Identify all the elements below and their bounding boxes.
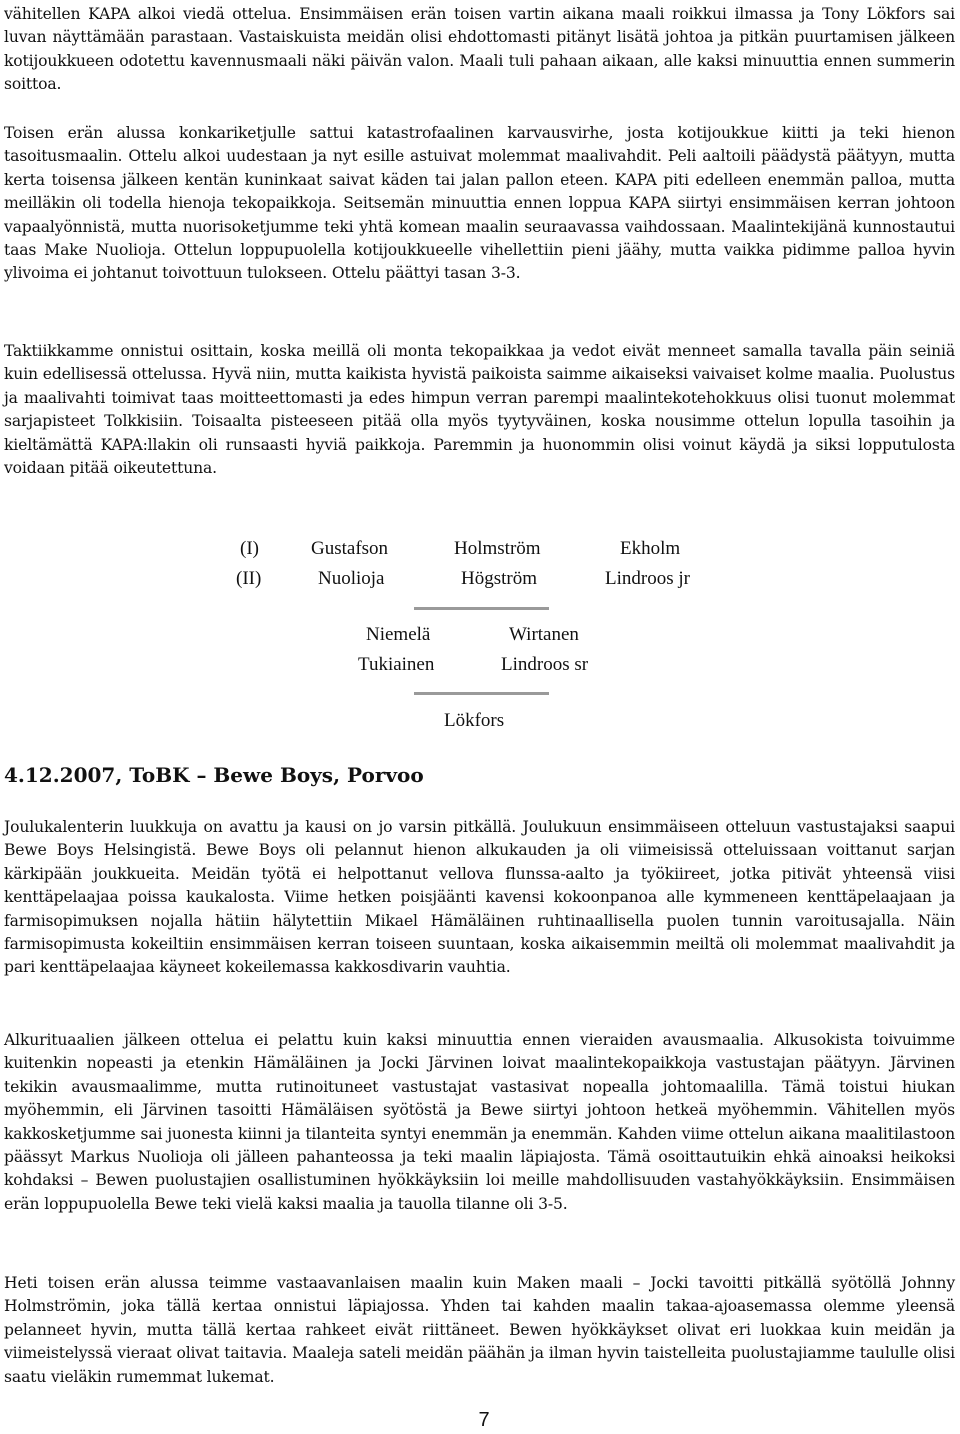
lineup-divider-bottom <box>414 692 549 695</box>
paragraph-match-first-period: vähitellen KAPA alkoi viedä ottelua. Ensimmäisen erän toisen vartin aikana maali roikkui ilmassa ja Tony Lökfors sai luvan näyttämään parastaan. Vastaiskuista meidän olisi ehdottomasti pitänyt lisätä johtoa ja pitkän puurtamisen jälkeen kotijoukkueen odotettu kavennusmaali näki päivän valon. Maali tuli pahaan aikaan, alle kaksi minuuttia ennen summerin soittoa. <box>4 5 955 94</box>
lineup-line1-left-wing: Gustafson <box>311 538 389 559</box>
paragraph-bewe-second-period: Heti toisen erän alussa teimme vastaavanlaisen maalin kuin Maken maali – Jocki tavoitti pitkällä syötöllä Johnny Holmströmin, joka tällä kertaa onnistui läpiajossa. Yhden tai kahden maalin takaa-ajoasemassa olemme yleensä pelanneet hyvin, mutta tällä kertaa rahkeet eivät riittäneet. Bewen hyökkäykset olivat eri luokkaa kuin meidän ja viimeistelyssä vieraat olivat taitavia. Maaleja sateli meidän päähän ja ilman hyvin taistelleita puolustajiamme taululle olisi saatu vieläkin rumemmat lukemat. <box>4 1274 955 1386</box>
lineup-defense2-left: Tukiainen <box>358 654 435 675</box>
lineup-defense1-right: Wirtanen <box>509 624 579 645</box>
lineup-line1-center: Holmström <box>454 538 541 559</box>
lineup-line2-center: Högström <box>461 568 537 589</box>
lineup-line1-right-wing: Ekholm <box>620 538 681 559</box>
lineup-line1-label: (I) <box>240 538 259 559</box>
lineup-defense1-left: Niemelä <box>366 624 431 645</box>
lineup-goalie: Lökfors <box>444 710 505 731</box>
paragraph-bewe-intro: Joulukalenterin luukkuja on avattu ja kausi on jo varsin pitkällä. Joulukuun ensimmäiseen otteluun vastustajaksi saapui Bewe Boys Helsingistä. Bewe Boys oli pelannut hienon alkukauden ja oli viimeisissä otteluissaan voittanut sarjan kärkipään joukkueita. Meidän työtä ei helpottanut vellova flunssa-aalto ja työkiireet, jotka pitivät yhteensä viisi kenttäpelaajaa poissa kaukalosta. Viime hetken poisjäänti kavensi kokoonpanoa alle kymmeneen kenttäpelaajaan ja farmisopimuksen nojalla hätiin hälytettiin Mikael Hämäläinen ruhtinaallisella puolen tunnin varoitusajalla. Näin farmisopimusta kokeiltiin ensimmäisen kerran toiseen suuntaan, koska aikaisemmin meiltä oli molemmat maalivahdit ja pari kenttäpelaajaa käyneet kokeilemassa kakkosdivarin vauhtia. <box>4 818 955 977</box>
team-lineup <box>4 0 955 760</box>
paragraph-match-summary: Taktiikkamme onnistui osittain, koska meillä oli monta tekopaikkaa ja vedot eivät menneet samalla tavalla päin seiniä kuin edellisessä ottelussa. Hyvä niin, mutta kaikista hyvistä paikoista saimme aikaiseksi vaivaiset kolme maalia. Puolustus ja maalivahti toimivat taas moitteettomasti ja edes himpun verran parempi maalintekotehokkuus olisi tuonut molemmat sarjapisteet Tolkkisiin. Toisaalta pisteeseen pitää olla myös tyytyväinen, koska nousimme ottelun lopulla tasoihin ja kieltämättä KAPA:llakin oli runsaasti hyviä paikkoja. Paremmin ja huonommin olisi voinut käydä ja siksi lopputulosta voidaan pitää oikeutettuna. <box>4 342 955 478</box>
paragraph-bewe-first-period: Alkurituaalien jälkeen ottelua ei pelattu kuin kaksi minuuttia ennen vieraiden avausmaalia. Alkusokista toivuimme kuitenkin nopeasti ja etenkin Hämäläinen ja Jocki Järvinen loivat maalintekopaikkoja vastustajan päätyyn. Järvinen tekikin avausmaalimme, mutta rutinoituneet vastustajat vastasivat nopealla johtomaalilla. Tämä toistui hiukan myöhemmin, eli Järvinen tasoitti Hämäläisen syötöstä ja Bewe siirtyi johtoon hetkeä myöhemmin. Vähitellen myös kakkosketjumme sai juonesta kiinni ja tilanteita syntyi enemmän ja enemmän. Kahden viime ottelun aikana maalitilastoon päässyt Markus Nuolioja oli jälleen pahanteossa ja teki maalin läpiajosta. Tämä osoittautuikin ehkä ainoaksi heikoksi kohdaksi – Bewen puolustajien osallistuminen hyökkäyksiin loi meille mahdollisuuden vastahyökkäyksiin. Ensimmäisen erän loppupuolella Bewe teki vielä kaksi maalia ja tauolla tilanne oli 3-5. <box>4 1031 955 1213</box>
match-heading: 4.12.2007, ToBK – Bewe Boys, Porvoo <box>4 763 424 787</box>
lineup-line2-label: (II) <box>236 568 262 589</box>
lineup-defense2-right: Lindroos sr <box>501 654 589 675</box>
document-page <box>4 0 955 1434</box>
lineup-line2-right-wing: Lindroos jr <box>605 568 690 589</box>
paragraph-match-second-period: Toisen erän alussa konkariketjulle sattui katastrofaalinen karvausvirhe, josta kotijoukkue kiitti ja teki hienon tasoitusmaalin. Ottelu alkoi uudestaan ja nyt esille astuivat molemmat maalivahdit. Peli aaltoili päädystä päätyyn, mutta kerta toisensa jälkeen kentän kuninkaat saivat käden tai jalan pallon eteen. KAPA piti edelleen enemmän palloa, mutta meilläkin oli todella hienoja tekopaikkoja. Seitsemän minuuttia ennen loppua KAPA siirtyi ensimmäisen kerran johtoon vapaalyönnistä, mutta nuorisoketjumme teki yhtä komean maalin seuraavassa vaihdossaan. Maalintekijänä kunnostautui taas Make Nuolioja. Ottelun loppupuolella kotijoukkueelle vihellettiin pieni jäähy, mutta vaikka pidimme palloa hyvin ylivoima ei johtanut toivottuun tulokseen. Ottelu päättyi tasan 3-3. <box>4 124 955 283</box>
lineup-line2-left-wing: Nuolioja <box>318 568 385 589</box>
page-number: 7 <box>478 1409 490 1431</box>
lineup-divider-top <box>414 607 549 610</box>
